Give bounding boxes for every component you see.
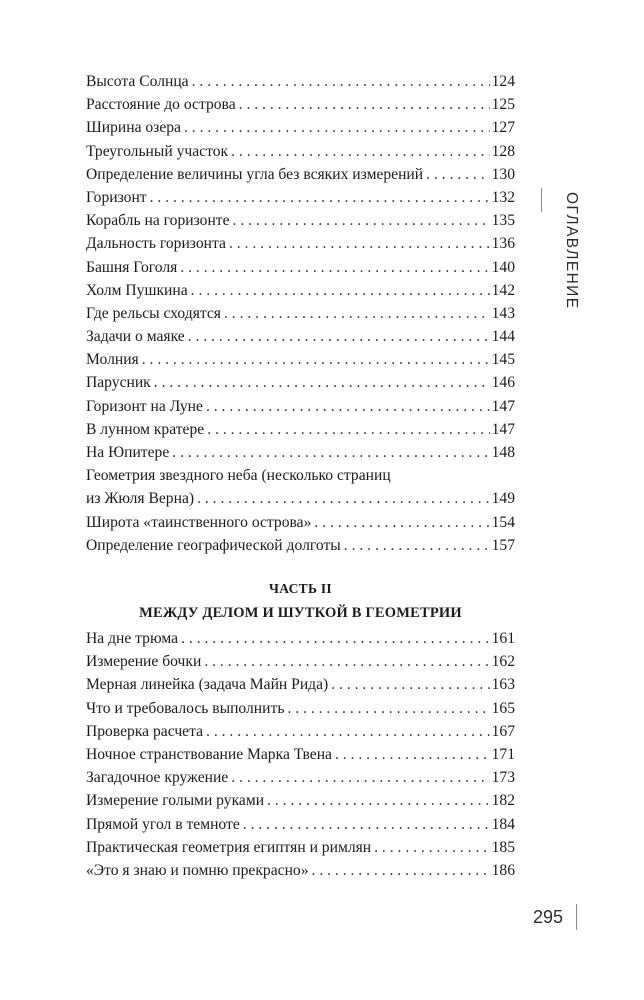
running-section-title: ОГЛАВЛЕНИЕ xyxy=(563,192,580,310)
dot-leader xyxy=(312,859,490,882)
page-number: 295 xyxy=(533,907,564,927)
toc-entry-title: Расстояние до острова xyxy=(86,96,236,114)
toc-entry-title: Практическая геометрия египтян и римлян xyxy=(86,838,372,856)
toc-entry[interactable] xyxy=(86,116,515,139)
toc-entry-title: Ширина озера xyxy=(86,119,181,137)
toc-entry-page: 186 xyxy=(491,861,515,879)
toc-entry-title: Мерная линейка (задача Майн Рида) xyxy=(86,676,329,694)
toc-entry-title: Высота Солнца xyxy=(86,73,189,90)
toc-entry-page: 148 xyxy=(491,444,515,461)
dot-leader xyxy=(172,441,489,464)
toc-entry[interactable] xyxy=(86,371,515,394)
toc-entry-page: 163 xyxy=(491,676,515,694)
dot-leader xyxy=(426,163,489,186)
toc-entry[interactable] xyxy=(86,70,515,93)
dot-leader xyxy=(150,186,490,209)
toc-entry[interactable] xyxy=(86,627,515,650)
toc-entry[interactable] xyxy=(86,302,515,325)
dot-leader xyxy=(206,395,490,418)
toc-entry-title: Что и требовалось выполнить xyxy=(86,699,285,717)
dot-leader xyxy=(233,209,490,232)
toc-entry-title: Где рельсы сходятся xyxy=(86,304,221,322)
toc-entry-title: Проверка расчета xyxy=(86,722,204,740)
toc-entry-title: На Юпитере xyxy=(86,444,170,461)
toc-entry-page: 143 xyxy=(491,304,515,322)
dot-leader xyxy=(206,720,490,743)
dot-leader xyxy=(287,697,489,720)
toc-entry[interactable] xyxy=(86,232,515,255)
dot-leader xyxy=(344,534,490,557)
toc-entry-title: Загадочное кружение xyxy=(86,769,229,787)
dot-leader xyxy=(229,232,490,255)
toc-entry[interactable] xyxy=(86,720,515,743)
toc-entry-title: Башня Гоголя xyxy=(86,258,178,276)
toc-entry-page: 142 xyxy=(491,281,515,299)
toc-entry-title: Парусник xyxy=(86,374,151,392)
dot-leader xyxy=(243,813,490,836)
dot-leader xyxy=(181,627,490,650)
dot-leader xyxy=(331,673,489,696)
dot-leader xyxy=(188,325,490,348)
dot-leader xyxy=(374,836,489,859)
toc-entry-page: 185 xyxy=(491,838,515,856)
toc-entry-title: Измерение голыми руками xyxy=(86,792,265,810)
dot-leader xyxy=(142,348,490,371)
toc-entry[interactable] xyxy=(86,789,515,812)
toc-entry[interactable] xyxy=(86,511,515,534)
toc-entry-page: 146 xyxy=(491,374,515,392)
side-title-divider xyxy=(541,188,542,212)
dot-leader xyxy=(154,371,490,394)
toc-list-part-two xyxy=(86,627,515,882)
toc-entry-multiline[interactable] xyxy=(86,464,515,510)
toc-entry-title: Задачи о маяке xyxy=(86,328,185,346)
dot-leader xyxy=(231,766,489,789)
toc-entry-page: 171 xyxy=(491,745,515,763)
toc-entry-title: Горизонт на Луне xyxy=(86,397,203,415)
toc-entry-title: Дальность горизонта xyxy=(86,235,226,253)
toc-entry-page: 125 xyxy=(491,96,515,114)
toc-entry[interactable] xyxy=(86,140,515,163)
toc-entry[interactable] xyxy=(86,348,515,371)
toc-entry-title: Молния xyxy=(86,351,139,369)
toc-entry-page: 140 xyxy=(491,258,515,276)
toc-entry-page: 184 xyxy=(491,815,515,833)
toc-entry-page: 124 xyxy=(491,73,515,90)
toc-entry[interactable] xyxy=(86,650,515,673)
toc-entry[interactable] xyxy=(86,859,515,882)
toc-entry-title: Измерение бочки xyxy=(86,653,202,671)
toc-list-part-one xyxy=(86,70,515,557)
dot-leader xyxy=(335,743,490,766)
dot-leader xyxy=(231,140,490,163)
dot-leader xyxy=(207,418,489,441)
toc-entry-page: 173 xyxy=(491,769,515,787)
toc-entry-page: 135 xyxy=(491,212,515,230)
page-number-divider xyxy=(576,904,577,930)
toc-entry[interactable] xyxy=(86,93,515,116)
toc-entry-page: 162 xyxy=(491,653,515,671)
toc-entry[interactable] xyxy=(86,743,515,766)
toc-entry-page: 130 xyxy=(491,165,515,183)
toc-entry[interactable] xyxy=(86,441,515,464)
toc-entry-title: Определение величины угла без всяких измерений xyxy=(86,165,424,183)
toc-entry-page: 147 xyxy=(491,420,515,438)
toc-entry-page: 149 xyxy=(491,490,515,508)
dot-leader xyxy=(239,93,490,116)
dot-leader xyxy=(267,789,490,812)
toc-entry-page: 127 xyxy=(491,119,515,137)
toc-entry[interactable] xyxy=(86,673,515,696)
toc-entry-page: 165 xyxy=(491,699,515,717)
toc-entry[interactable] xyxy=(86,418,515,441)
dot-leader xyxy=(180,256,489,279)
toc-entry-page: 154 xyxy=(491,513,515,531)
toc-entry[interactable] xyxy=(86,163,515,186)
toc-entry-page: 132 xyxy=(491,188,515,206)
toc-entry[interactable] xyxy=(86,813,515,836)
dot-leader xyxy=(192,70,490,93)
toc-entry[interactable] xyxy=(86,836,515,859)
toc-entry-title: Широта «таинственного острова» xyxy=(86,513,312,531)
toc-entry-title: В лунном кратере xyxy=(86,420,205,438)
toc-entry[interactable] xyxy=(86,395,515,418)
toc-entry[interactable] xyxy=(86,325,515,348)
toc-entry-page: 145 xyxy=(491,351,515,369)
toc-entry-title: Холм Пушкина xyxy=(86,281,188,299)
toc-entry-page: 182 xyxy=(491,792,515,810)
toc-entry-title: Корабль на горизонте xyxy=(86,212,230,230)
toc-entry[interactable] xyxy=(86,256,515,279)
toc-entry-page: 136 xyxy=(491,235,515,253)
toc-entry[interactable] xyxy=(86,697,515,720)
toc-entry-title: Прямой угол в темноте xyxy=(86,815,240,833)
toc-entry[interactable] xyxy=(86,209,515,232)
toc-entry[interactable] xyxy=(86,279,515,302)
toc-entry-page: 128 xyxy=(491,142,515,160)
dot-leader xyxy=(191,279,490,302)
dot-leader xyxy=(314,511,489,534)
toc-entry[interactable] xyxy=(86,186,515,209)
dot-leader xyxy=(197,487,490,510)
toc-entry[interactable] xyxy=(86,766,515,789)
toc-entry-page: 144 xyxy=(491,328,515,346)
toc-entry-page: 147 xyxy=(491,397,515,415)
part-title: МЕЖДУ ДЕЛОМ И ШУТКОЙ В ГЕОМЕТРИИ xyxy=(139,605,462,621)
toc-entry-title: Горизонт xyxy=(86,188,147,206)
toc-entry-title-line-2: из Жюля Верна) xyxy=(86,490,195,508)
toc-entry-title-line-1: Геометрия звездного неба (несколько страниц xyxy=(86,467,391,485)
toc-entry-title: На дне трюма xyxy=(86,630,179,647)
toc-entry-page: 167 xyxy=(491,722,515,740)
toc-entry-title: Ночное странствование Марка Твена xyxy=(86,745,332,763)
part-label: ЧАСТЬ II xyxy=(269,581,332,596)
toc-entry-page: 157 xyxy=(491,536,515,554)
dot-leader xyxy=(204,650,489,673)
toc-entry-title: Определение географической долготы xyxy=(86,536,341,554)
toc-entry[interactable] xyxy=(86,534,515,557)
dot-leader xyxy=(184,116,490,139)
toc-entry-page: 161 xyxy=(491,630,515,647)
toc-entry-title: «Это я знаю и помню прекрасно» xyxy=(86,861,309,879)
dot-leader xyxy=(224,302,490,325)
toc-entry-title: Треугольный участок xyxy=(86,142,229,160)
